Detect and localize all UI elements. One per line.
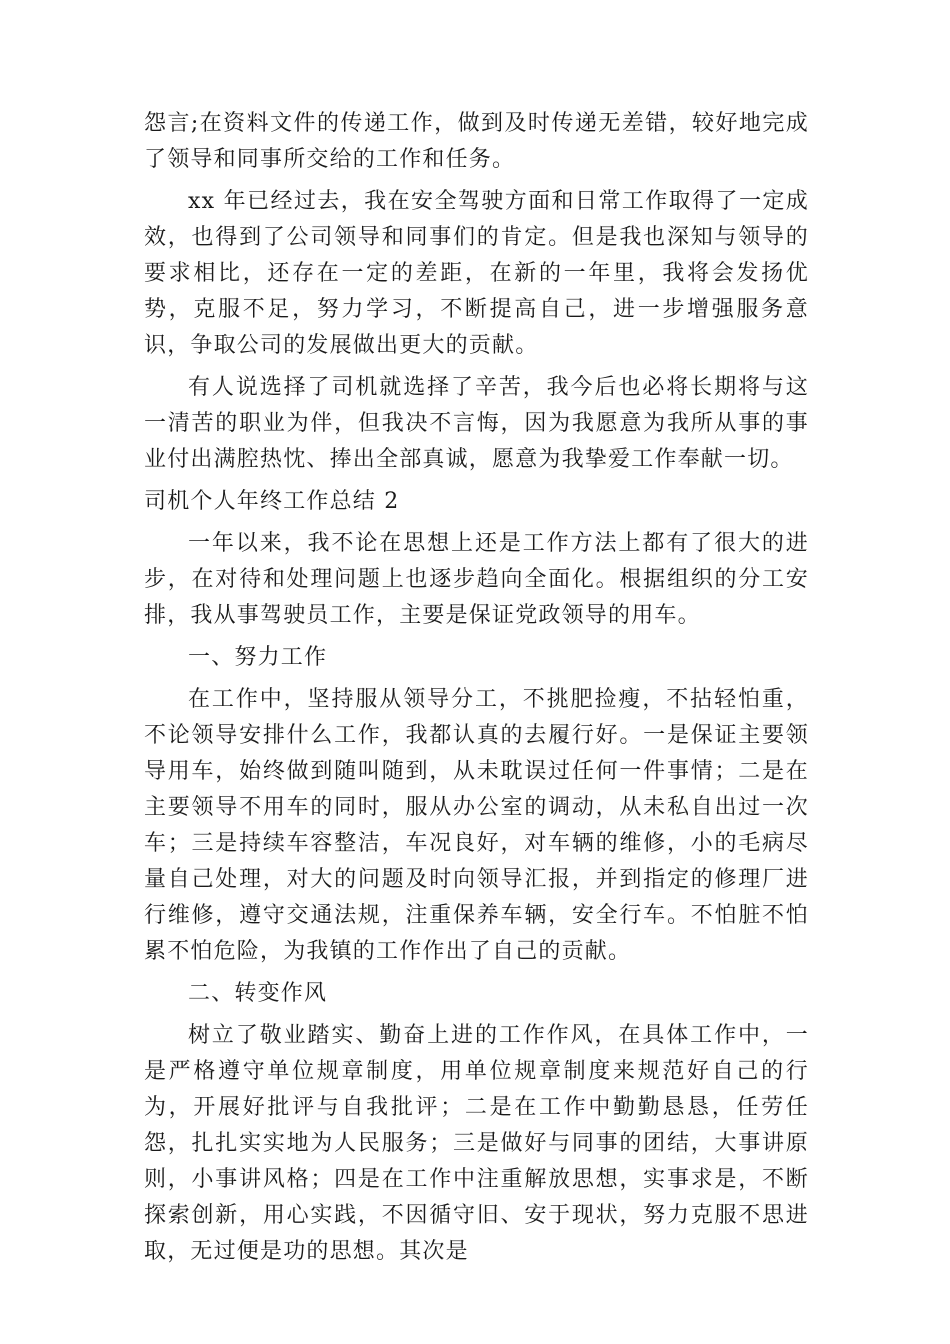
section-title: 司机个人年终工作总结 2 [144,489,400,514]
subheading-change-style: 二、转变作风 [188,981,328,1006]
paragraph-style-details: 树立了敬业踏实、勤奋上进的工作作风，在具体工作中，一是严格遵守单位规章制度，用单位规章制度来规范好自己的行为，开展好批评与自我批评；二是在工作中勤勤恳恳，任劳任怨，扎扎实实地为人民服务；三是做好与同事的团结，大事讲原则，小事讲风格；四是在工作中注重解放思想，实事求是，不断探索创新，用心实践，不因循守旧、安于现状，努力克服不思进取，无过便是功的思想。其次是 [144,1023,809,1264]
paragraph-intro: 一年以来，我不论在思想上还是工作方法上都有了很大的进步，在对待和处理问题上也逐步趋向全面化。根据组织的分工安排，我从事驾驶员工作，主要是保证党政领导的用车。 [144,531,809,628]
subheading-work-hard: 一、努力工作 [188,645,328,670]
paragraph-work-details: 在工作中，坚持服从领导分工，不挑肥捡瘦，不拈轻怕重，不论领导安排什么工作，我都认真的去履行好。一是保证主要领导用车，始终做到随叫随到，从未耽误过任何一件事情；二是在主要领导不用车的同时，服从办公室的调动，从未私自出过一次车；三是持续车容整洁，车况良好，对车辆的维修，小的毛病尽量自己处理，对大的问题及时向领导汇报，并到指定的修理厂进行维修，遵守交通法规，注重保养车辆，安全行车。不怕脏不怕累不怕危险，为我镇的工作作出了自己的贡献。 [144,687,809,964]
document-body [144,106,809,1276]
paragraph-achievements: xx 年已经过去，我在安全驾驶方面和日常工作取得了一定成效，也得到了公司领导和同事们的肯定。但是我也深知与领导的要求相比，还存在一定的差距，在新的一年里，我将会发扬优势，克服不足，努力学习，不断提高自己，进一步增强服务意识，争取公司的发展做出更大的贡献。 [144,189,809,358]
paragraph-continuation: 怨言;在资料文件的传递工作，做到及时传递无差错，较好地完成了领导和同事所交给的工作和任务。 [144,111,809,172]
paragraph-commitment: 有人说选择了司机就选择了辛苦，我今后也必将长期将与这一清苦的职业为伴，但我决不言悔，因为我愿意为我所从事的事业付出满腔热忱、捧出全部真诚，愿意为我挚爱工作奉献一切。 [144,375,809,472]
